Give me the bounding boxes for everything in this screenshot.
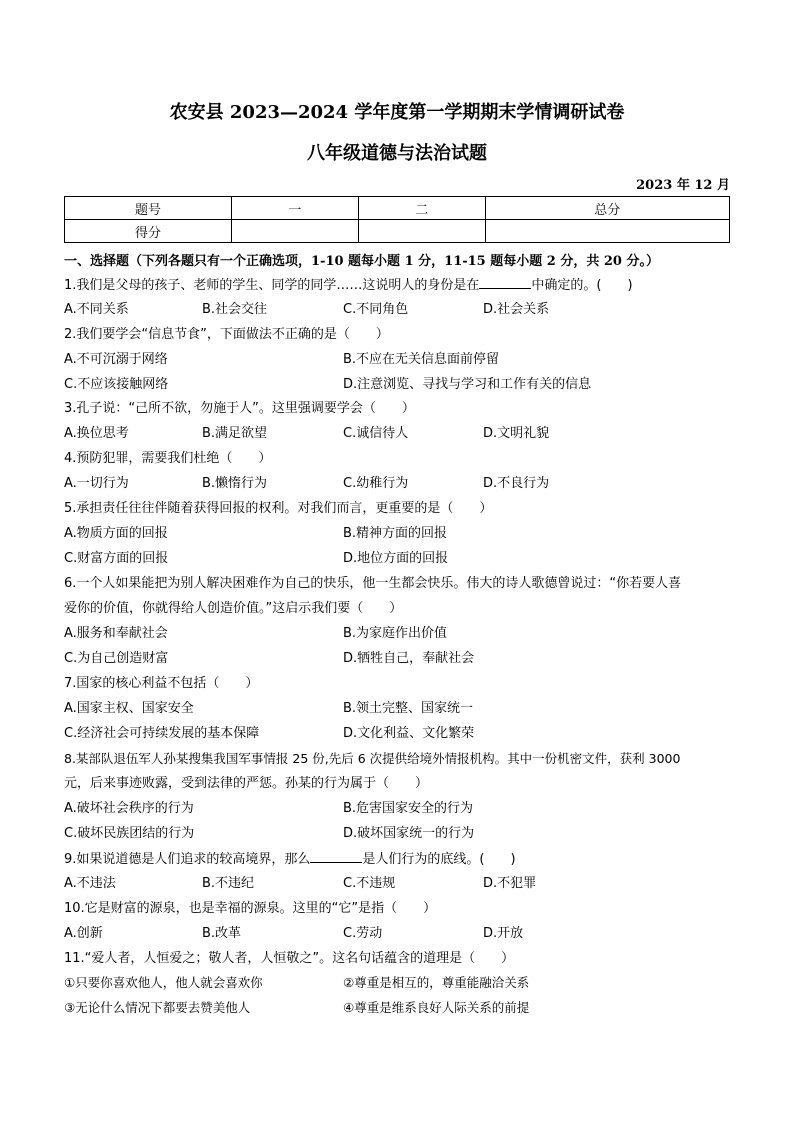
question-stem: 5.承担责任往往伴随着获得回报的权利。对我们而言，更重要的是（ ） (64, 501, 493, 516)
option: A.物质方面的回报 (64, 526, 168, 541)
score-table-row-label: 题号 (65, 197, 232, 220)
option: B.改革 (202, 926, 242, 941)
question-stem: 3.孔子说：“己所不欲，勿施于人”。这里强调要学会（ ） (64, 401, 415, 416)
statement: ①只要你喜欢他人，他人就会喜欢你 (64, 975, 263, 990)
score-cell[interactable] (232, 220, 359, 243)
option: D.文化利益、文化繁荣 (343, 726, 475, 741)
score-cell[interactable] (485, 220, 729, 243)
statement: ②尊重是相互的，尊重能融洽关系 (343, 975, 530, 990)
option: B.精神方面的回报 (343, 526, 448, 541)
statement: ③无论什么情况下都要去赞美他人 (64, 1000, 251, 1015)
option: B.不应在无关信息面前停留 (343, 352, 500, 367)
exam-title: 农安县 2023—2024 学年度第一学期期末学情调研试卷 (169, 102, 625, 123)
option: D.不犯罪 (483, 876, 537, 891)
option: A.不违法 (64, 876, 116, 891)
option: B.危害国家安全的行为 (343, 801, 474, 816)
answer-blank (479, 276, 531, 289)
option: D.注意浏览、寻找与学习和工作有关的信息 (343, 377, 592, 392)
option: D.地位方面的回报 (343, 551, 449, 566)
section-heading: 一、选择题（下列各题只有一个正确选项，1-10 题每小题 1 分，11-15 题每小题 2 分，共 20 分。） (64, 254, 659, 269)
option: D.牺牲自己，奉献社会 (343, 651, 475, 666)
score-table-score-row (65, 220, 730, 243)
option: D.不良行为 (483, 476, 550, 491)
option: A.换位思考 (64, 426, 129, 441)
score-table-column: 一 (232, 197, 359, 220)
option: C.诚信待人 (343, 426, 409, 441)
option: A.创新 (64, 926, 103, 941)
exam-subtitle: 八年级道德与法治试题 (307, 143, 487, 164)
option: A.不同关系 (64, 302, 129, 317)
score-table (64, 196, 730, 243)
option: C.不同角色 (343, 302, 409, 317)
statement: ④尊重是维系良好人际关系的前提 (343, 1000, 530, 1015)
option: A.破坏社会秩序的行为 (64, 801, 194, 816)
question-stem: 4.预防犯罪，需要我们杜绝（ ） (64, 451, 272, 466)
question-stem: 9.如果说道德是人们追求的较高境界，那么 是人们行为的底线。( ) (64, 852, 516, 867)
option: C.不应该接触网络 (64, 377, 169, 392)
question-stem: 1.我们是父母的孩子、老师的学生、同学的同学……这说明人的身份是在 中确定的。( ) (64, 278, 633, 293)
score-table-header-row (65, 197, 730, 220)
option: B.为家庭作出价值 (343, 626, 448, 641)
option: A.一切行为 (64, 476, 129, 491)
option: D.社会关系 (483, 302, 550, 317)
score-table-column: 二 (358, 197, 485, 220)
score-table-row-label: 得分 (65, 220, 232, 243)
question-stem: 元，后来事迹败露，受到法律的严惩。孙某的行为属于（ ） (64, 776, 429, 791)
question-stem: 6.一个人如果能把为别人解决困难作为自己的快乐，他一生都会快乐。伟大的诗人歌德曾说过：“你若要人喜 (64, 576, 682, 591)
option: A.不可沉溺于网络 (64, 352, 168, 367)
question-stem: 11.“爱人者，人恒爱之；敬人者，人恒敬之”。这名句话蕴含的道理是（ ） (64, 951, 515, 966)
option: B.懒惰行为 (202, 476, 268, 491)
option: C.幼稚行为 (343, 476, 409, 491)
option: D.破坏国家统一的行为 (343, 826, 475, 841)
question-stem: 8.某部队退伍军人孙某搜集我国军事情报 25 份,先后 6 次提供给境外情报机构。其中一份机密文件，获利 3000 (64, 751, 681, 766)
option: C.不违规 (343, 876, 396, 891)
option: C.劳动 (343, 926, 383, 941)
option: C.财富方面的回报 (64, 551, 169, 566)
score-cell[interactable] (358, 220, 485, 243)
option: B.社会交往 (202, 302, 268, 317)
option: C.破坏民族团结的行为 (64, 826, 195, 841)
option: B.满足欲望 (202, 426, 268, 441)
question-stem: 7.国家的核心利益不包括（ ） (64, 676, 259, 691)
option: D.开放 (483, 926, 524, 941)
option: C.经济社会可持续发展的基本保障 (64, 726, 260, 741)
question-stem: 10.它是财富的源泉，也是幸福的源泉。这里的“它”是指（ ） (64, 901, 437, 916)
question-stem: 2.我们要学会“信息节食”，下面做法不正确的是（ ） (64, 327, 389, 342)
option: D.文明礼貌 (483, 426, 550, 441)
option: B.不违纪 (202, 876, 255, 891)
option: A.服务和奉献社会 (64, 626, 168, 641)
exam-date: 2023 年 12 月 (636, 178, 730, 193)
answer-blank (310, 850, 362, 863)
score-table-column: 总分 (485, 197, 729, 220)
option: A.国家主权、国家安全 (64, 701, 194, 716)
option: B.领土完整、国家统一 (343, 701, 474, 716)
option: C.为自己创造财富 (64, 651, 169, 666)
question-stem: 爱你的价值，你就得给人创造价值。”这启示我们要（ ） (64, 601, 403, 616)
